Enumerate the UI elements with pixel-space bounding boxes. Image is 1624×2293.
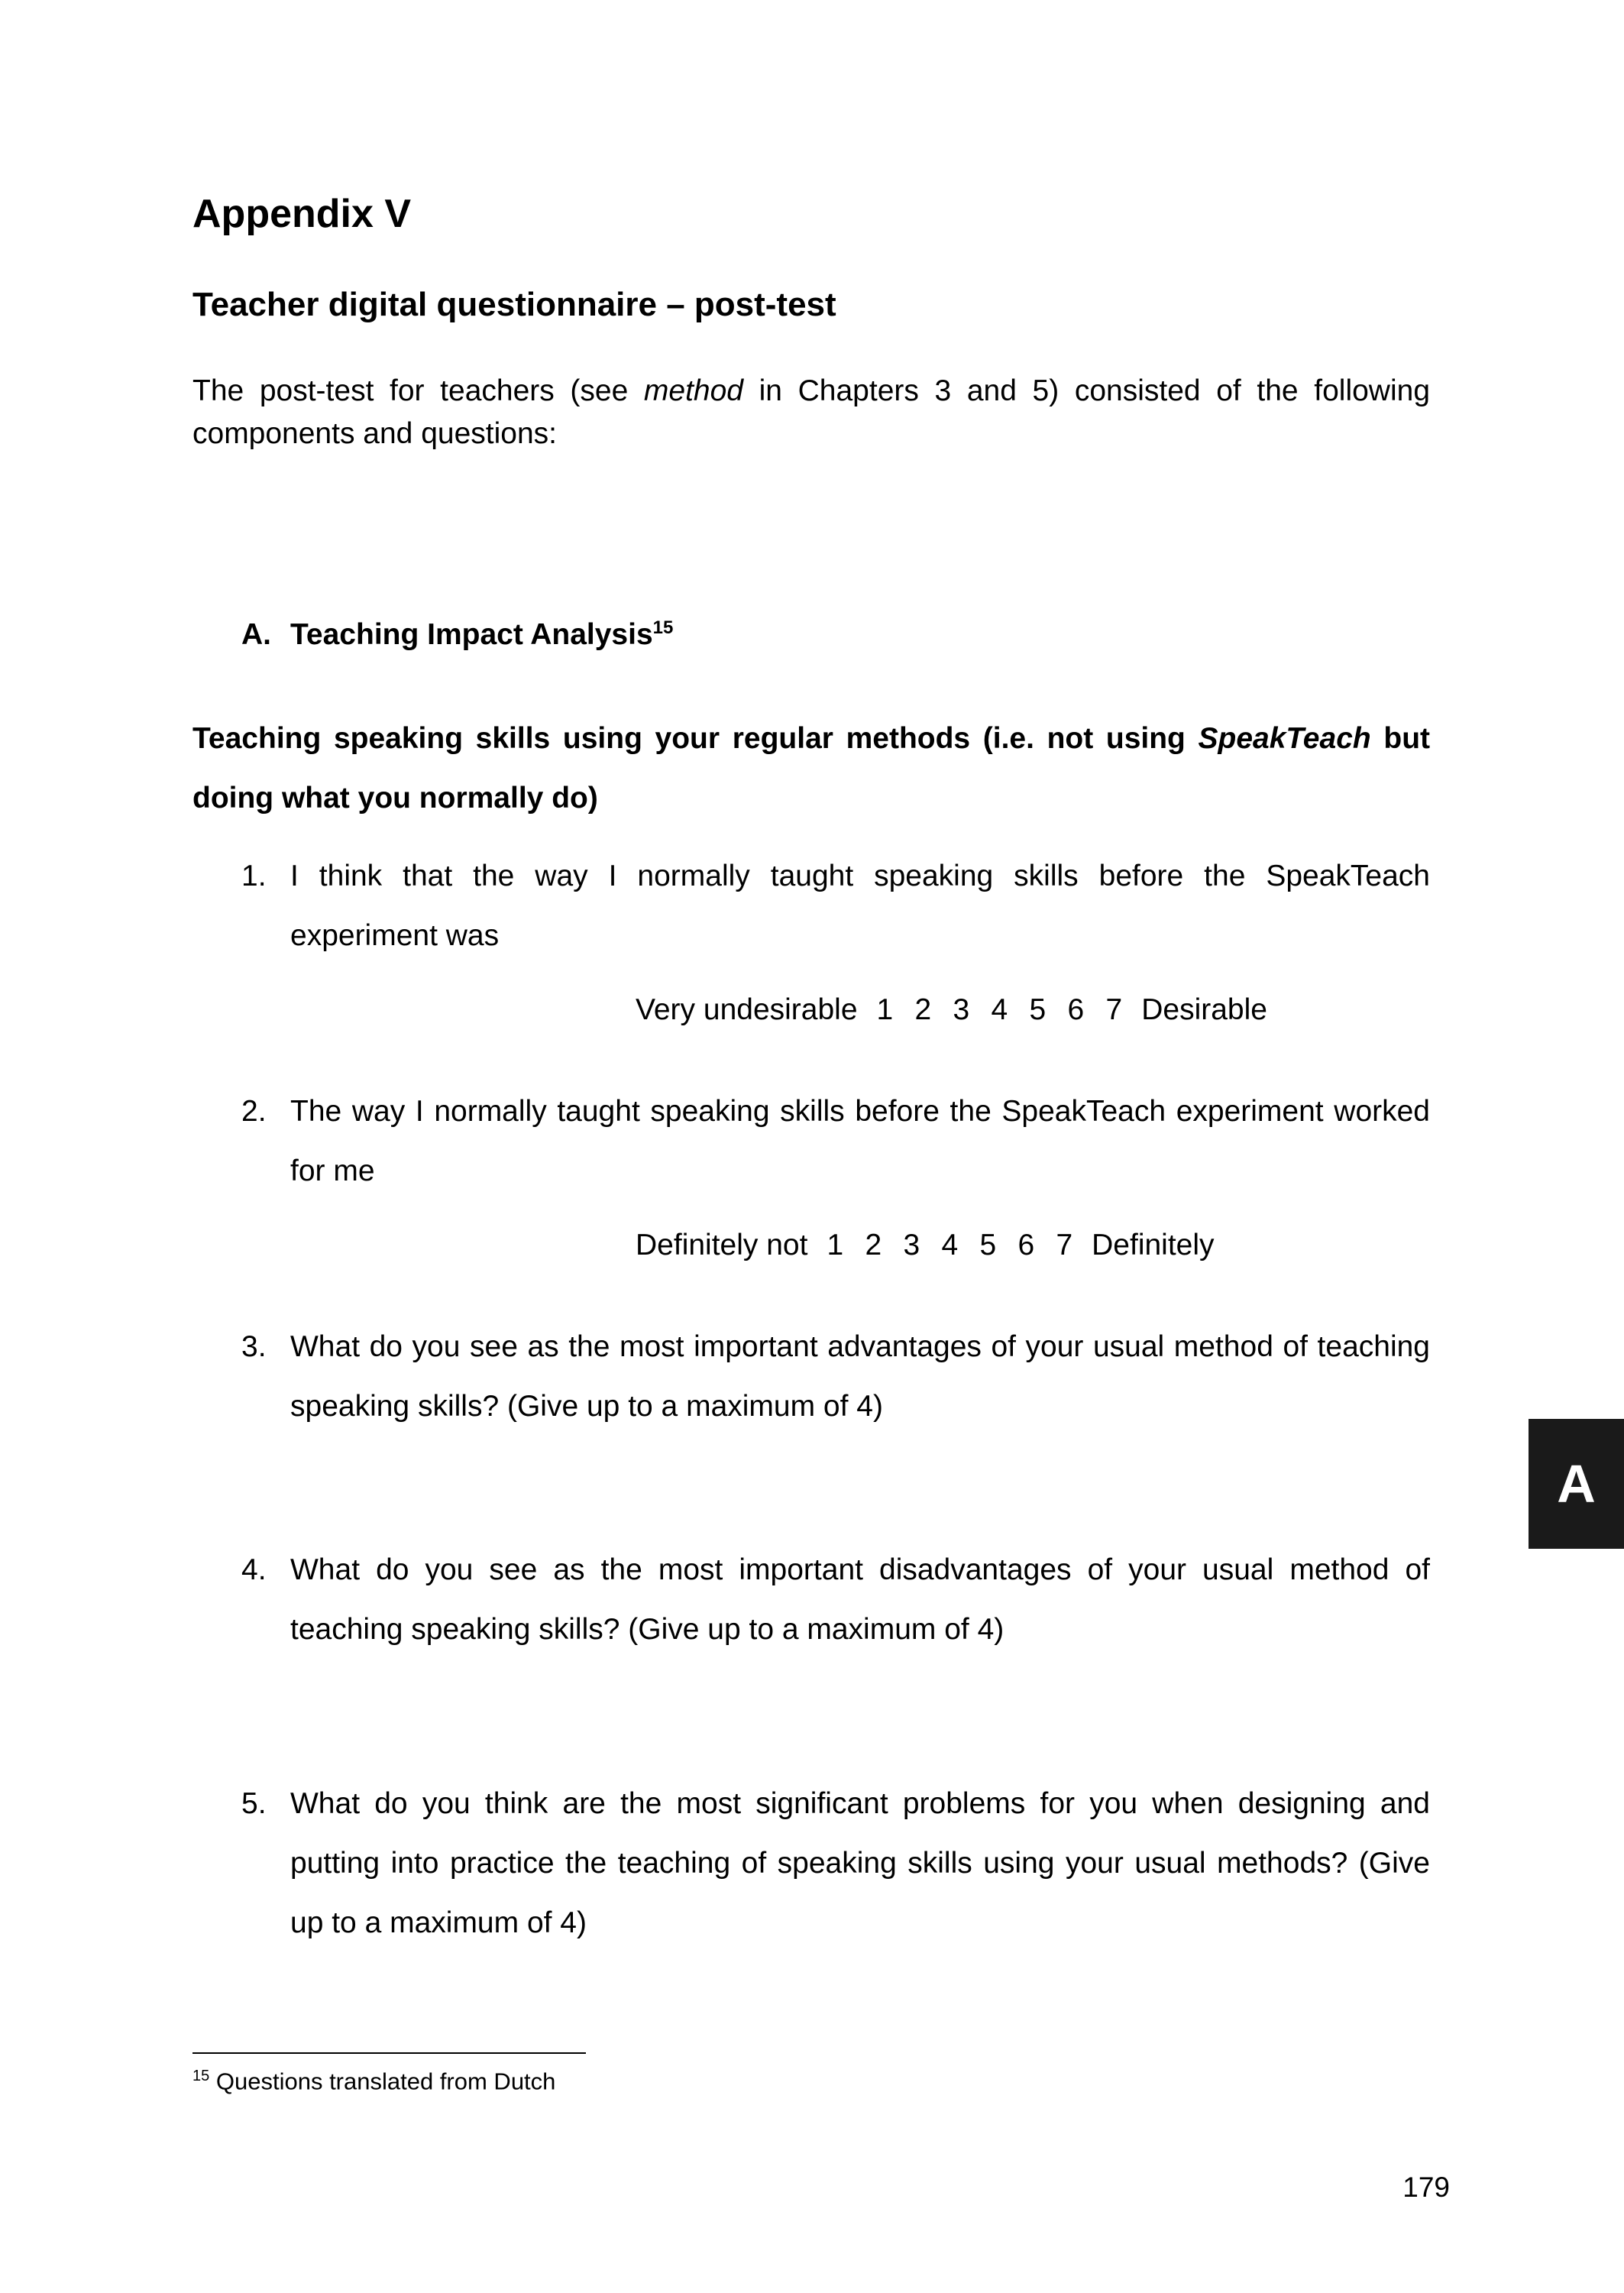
question-item	[241, 1317, 1430, 1436]
question-text: What do you see as the most important advantages of your usual method of teaching speaking skills? (Give up to a maximum of 4)	[290, 1330, 1430, 1423]
rating-scale	[636, 1229, 1215, 1262]
scale-point: 6	[1067, 993, 1085, 1026]
subheading-italic-term: SpeakTeach	[1198, 722, 1371, 755]
appendix-title: Appendix V	[192, 192, 412, 236]
scale-point: 1	[876, 993, 894, 1026]
scale-point: 4	[991, 993, 1008, 1026]
scale-point: 4	[941, 1229, 959, 1261]
question-text: The way I normally taught speaking skills before the SpeakTeach experiment worked for me	[290, 1095, 1430, 1187]
section-title: Teaching Impact Analysis	[290, 618, 653, 651]
intro-italic-term: method	[643, 374, 743, 407]
subheading-text-end: but doing what you normally do)	[192, 722, 1431, 815]
intro-text-end: in Chapters 3 and 5) consisted of the following components and questions:	[192, 374, 1431, 450]
document-title: Teacher digital questionnaire – post-test	[192, 286, 836, 323]
scale-point: 3	[953, 993, 970, 1026]
scale-right-label: Definitely	[1092, 1229, 1215, 1261]
scale-left-label: Definitely not	[636, 1229, 808, 1261]
page-number: 179	[1402, 2172, 1450, 2203]
question-number: 2.	[241, 1095, 267, 1128]
scale-point: 1	[827, 1229, 844, 1261]
subheading	[192, 709, 1430, 828]
question-text: What do you see as the most important disadvantages of your usual method of teaching speaking skills? (Give up to a maximum of 4)	[290, 1553, 1430, 1646]
question-number: 3.	[241, 1330, 267, 1363]
rating-scale	[636, 993, 1267, 1027]
scale-point: 5	[1029, 993, 1047, 1026]
footnote	[192, 2068, 555, 2095]
scale-right-label: Desirable	[1141, 993, 1267, 1026]
footnote-number: 15	[192, 2068, 210, 2084]
question-text: What do you think are the most significant problems for you when designing and putting into practice the teaching of speaking skills using your usual methods? (Give up to a maximum of 4)	[290, 1787, 1430, 1939]
question-text: I think that the way I normally taught speaking skills before the SpeakTeach experiment was	[290, 860, 1430, 952]
scale-point: 7	[1105, 993, 1123, 1026]
scale-left-label: Very undesirable	[636, 993, 858, 1026]
scale-point: 2	[914, 993, 932, 1026]
question-number: 4.	[241, 1553, 267, 1586]
question-item	[241, 847, 1430, 966]
question-number: 5.	[241, 1787, 267, 1820]
section-letter: A.	[241, 618, 271, 651]
footnote-divider	[192, 2052, 586, 2054]
question-item	[241, 1540, 1430, 1660]
intro-text-start: The post-test for teachers (see	[192, 374, 644, 407]
scale-point: 2	[865, 1229, 882, 1261]
subheading-text-start: Teaching speaking skills using your regular methods (i.e. not using	[192, 722, 1199, 755]
section-heading	[241, 617, 673, 652]
question-item	[241, 1082, 1430, 1201]
question-item	[241, 1774, 1430, 1953]
intro-paragraph	[192, 370, 1430, 455]
scale-point: 7	[1056, 1229, 1073, 1261]
question-number: 1.	[241, 860, 267, 892]
footnote-reference: 15	[652, 617, 674, 638]
scale-point: 3	[903, 1229, 920, 1261]
footnote-text: Questions translated from Dutch	[215, 2068, 556, 2095]
scale-point: 6	[1017, 1229, 1035, 1261]
appendix-thumb-tab: A	[1529, 1419, 1624, 1549]
scale-point: 5	[979, 1229, 997, 1261]
